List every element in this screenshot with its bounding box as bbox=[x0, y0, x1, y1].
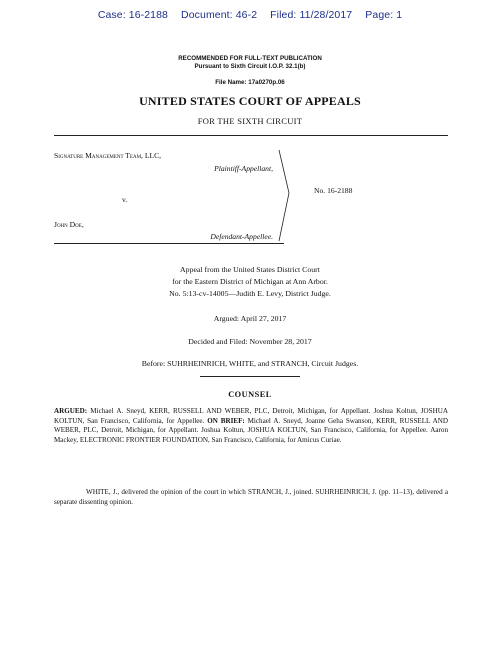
page-number-header: Page: 1 bbox=[365, 9, 403, 21]
caption-bracket bbox=[276, 148, 294, 248]
counsel-divider bbox=[200, 376, 300, 377]
opinion-paragraph: WHITE, J., delivered the opinion of the court in which STRANCH, J., joined. SUHRHEINRICH, J. (pp. 11–13), delivered a separate dissenting opinion. bbox=[54, 488, 448, 506]
case-number: No. 16-2188 bbox=[314, 186, 353, 195]
filed-date-header: Filed: 11/28/2017 bbox=[270, 9, 353, 21]
caption-bottom-rule bbox=[54, 243, 284, 244]
circuit-name: FOR THE SIXTH CIRCUIT bbox=[197, 116, 303, 126]
plaintiff-name: Signature Management Team, LLC, bbox=[54, 151, 162, 160]
court-title: UNITED STATES COURT OF APPEALS bbox=[139, 94, 361, 108]
appeal-line-2: for the Eastern District of Michigan at Ann Arbor. bbox=[172, 277, 328, 286]
counsel-heading: COUNSEL bbox=[228, 390, 272, 399]
publication-pursuant: Pursuant to Sixth Circuit I.O.P. 32.1(b) bbox=[194, 63, 306, 70]
argued-label: ARGUED: bbox=[54, 407, 88, 415]
ecf-header bbox=[0, 9, 500, 21]
plaintiff-role: Plaintiff-Appellant, bbox=[214, 164, 273, 173]
argued-text: Michael A. Sneyd, KERR, RUSSELL AND WEBER, PLC, Detroit, Michigan, for Appellant. Joshua Koltun, JOSHUA KOLTUN, San Francisco, California, for Appellee. bbox=[54, 407, 448, 425]
appeal-line-3: No. 5:13-cv-14005—Judith E. Levy, District Judge. bbox=[169, 289, 331, 298]
defendant-name: John Doe, bbox=[54, 220, 84, 229]
decided-date: Decided and Filed: November 28, 2017 bbox=[188, 337, 312, 346]
file-name: File Name: 17a0270p.06 bbox=[215, 79, 285, 86]
appeal-line-1: Appeal from the United States District Court bbox=[180, 265, 320, 274]
on-brief-label: ON BRIEF: bbox=[207, 416, 245, 425]
counsel-paragraph bbox=[54, 407, 448, 446]
document-number-header: Document: 46-2 bbox=[181, 9, 258, 21]
versus: v. bbox=[122, 195, 128, 204]
before-judges: Before: SUHRHEINRICH, WHITE, and STRANCH, Circuit Judges. bbox=[141, 359, 359, 368]
case-number-header: Case: 16-2188 bbox=[97, 9, 168, 21]
defendant-role: Defendant-Appellee. bbox=[210, 232, 273, 241]
title-divider bbox=[54, 135, 448, 136]
publication-recommendation: RECOMMENDED FOR FULL-TEXT PUBLICATION bbox=[178, 55, 322, 62]
on-brief-text: Michael A. Sneyd, Joanne Geha Swanson, KERR, RUSSELL AND WEBER, PLC, Detroit, Michigan, for Appellant. Joshua Koltun, JOSHUA KOLTUN, San Francisco, California, for Appellee. Aaron Mackey, ELECTRONIC FRONTIER FOUNDATION, San Francisco, California, for Amicus Curiae. bbox=[54, 416, 448, 445]
argued-date: Argued: April 27, 2017 bbox=[213, 314, 287, 323]
